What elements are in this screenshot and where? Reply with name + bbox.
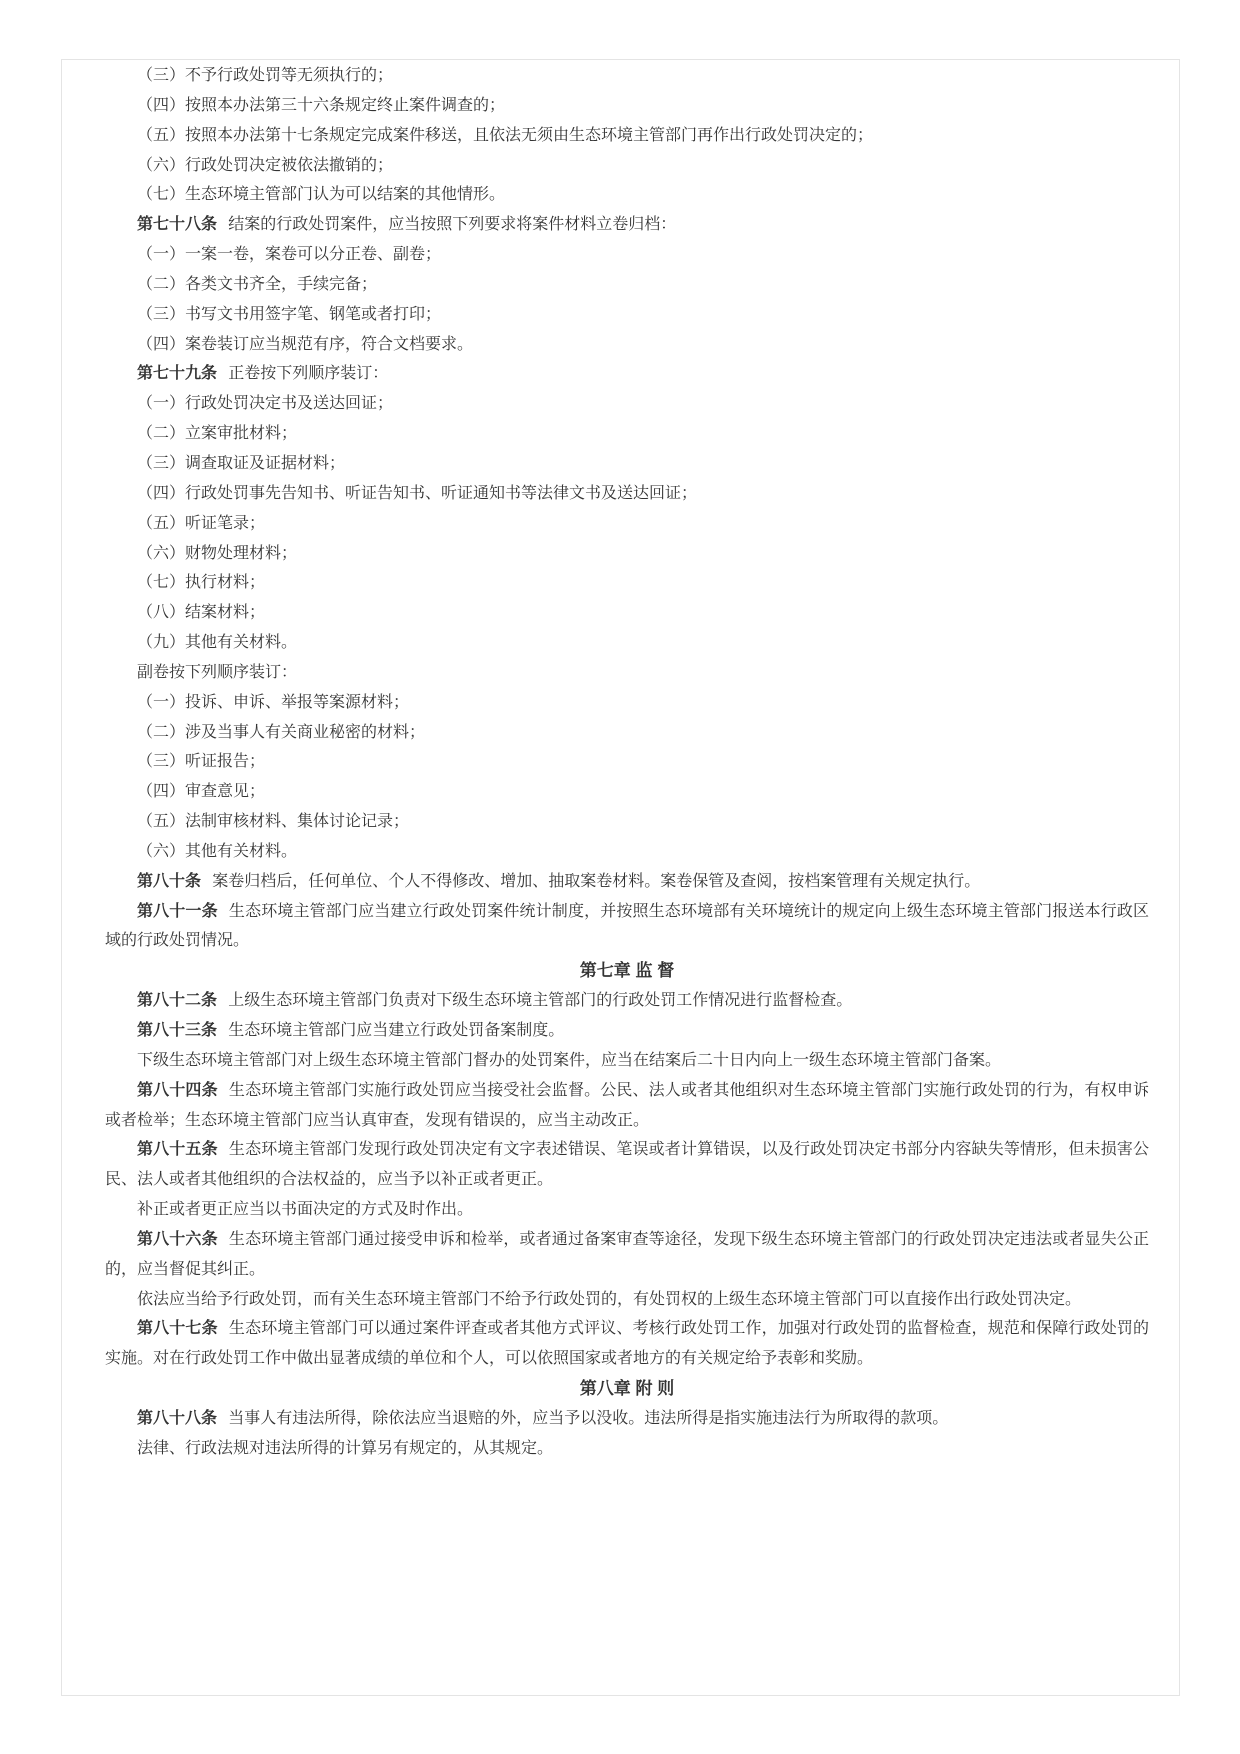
paragraph-text: （一）一案一卷，案卷可以分正卷、副卷； [137,246,442,264]
chapter-heading [105,956,1149,986]
paragraph [105,151,1149,181]
paragraph-text: （一）行政处罚决定书及送达回证； [137,395,394,413]
paragraph-text: 生态环境主管部门可以通过案件评查或者其他方式评议、考核行政处罚工作，加强对行政处罚的监督检查，规范和保障行政处罚的实施。对在行政处罚工作中做出显著成绩的单位和个人，可以依照国家或者地方的有关规定给予表彰和奖励。 [105,1320,1149,1368]
article-number: 第七十八条 [137,216,218,234]
paragraph-text: 当事人有违法所得，除依法应当退赔的外，应当予以没收。违法所得是指实施违法行为所取得的款项。 [228,1409,949,1427]
paragraph [105,1285,1149,1315]
paragraph [105,121,1149,151]
paragraph [105,718,1149,748]
paragraph-text: 生态环境主管部门应当建立行政处罚案件统计制度，并按照生态环境部有关环境统计的规定向上级生态环境主管部门报送本行政区域的行政处罚情况。 [105,902,1149,950]
paragraph [105,210,1149,240]
paragraph [105,91,1149,121]
paragraph-text: 补正或者更正应当以书面决定的方式及时作出。 [137,1201,474,1219]
paragraph [105,807,1149,837]
paragraph [105,300,1149,330]
paragraph-text: （五）按照本办法第十七条规定完成案件移送，且依法无须由生态环境主管部门再作出行政处罚决定的； [137,126,874,144]
paragraph [105,777,1149,807]
paragraph-text: 结案的行政处罚案件，应当按照下列要求将案件材料立卷归档： [228,216,677,234]
article-number: 第八十五条 [137,1141,218,1159]
paragraph-text: （七）执行材料； [137,574,266,592]
paragraph-text: 副卷按下列顺序装订： [137,663,298,681]
article-number: 第八十四条 [137,1081,218,1099]
paragraph [105,1046,1149,1076]
paragraph-text: （四）行政处罚事先告知书、听证告知书、听证通知书等法律文书及送达回证； [137,484,698,502]
paragraph-text: （三）不予行政处罚等无须执行的； [137,67,394,84]
paragraph [105,240,1149,270]
paragraph [105,1225,1149,1285]
paragraph [105,628,1149,658]
document-body [62,60,1179,1464]
paragraph [105,1076,1149,1136]
paragraph [105,658,1149,688]
paragraph-text: 生态环境主管部门实施行政处罚应当接受社会监督。公民、法人或者其他组织对生态环境主管部门实施行政处罚的行为，有权申诉或者检举；生态环境主管部门应当认真审查，发现有错误的，应当主动改正。 [105,1081,1149,1129]
chapter-heading [105,1374,1149,1404]
paragraph-text: （一）投诉、申诉、举报等案源材料； [137,693,410,711]
paragraph [105,1434,1149,1464]
paragraph-text: 第七章 监 督 [579,961,675,981]
paragraph-text: （三）调查取证及证据材料； [137,454,346,472]
paragraph-text: （二）立案审批材料； [137,425,298,443]
paragraph [105,568,1149,598]
paragraph-text: （六）其他有关材料。 [137,842,298,860]
paragraph [105,688,1149,718]
paragraph [105,1314,1149,1374]
article-number: 第八十六条 [137,1230,218,1248]
article-number: 第八十八条 [137,1409,218,1427]
paragraph-text: 正卷按下列顺序装订： [228,365,389,383]
paragraph [105,359,1149,389]
paragraph [105,449,1149,479]
paragraph [105,837,1149,867]
paragraph [105,986,1149,1016]
article-number: 第八十二条 [137,992,218,1010]
paragraph-text: 第八章 附 则 [579,1379,675,1399]
paragraph-text: （三）听证报告； [137,753,266,771]
paragraph-text: 上级生态环境主管部门负责对下级生态环境主管部门的行政处罚工作情况进行监督检查。 [228,992,853,1010]
paragraph-text: （八）结案材料； [137,604,266,622]
paragraph [105,1195,1149,1225]
paragraph-text: 依法应当给予行政处罚，而有关生态环境主管部门不给予行政处罚的，有处罚权的上级生态环境主管部门可以直接作出行政处罚决定。 [137,1290,1082,1308]
article-number: 第八十一条 [137,902,218,920]
paragraph-text: 生态环境主管部门应当建立行政处罚备案制度。 [228,1022,565,1039]
paragraph [105,1404,1149,1434]
paragraph-text: 案卷归档后，任何单位、个人不得修改、增加、抽取案卷材料。案卷保管及查阅，按档案管理有关规定执行。 [212,872,981,890]
paragraph-text: （二）各类文书齐全，手续完备； [137,275,378,293]
paragraph [105,897,1149,957]
paragraph [105,539,1149,569]
article-number: 第八十条 [137,872,202,890]
paragraph-text: 生态环境主管部门通过接受申诉和检举，或者通过备案审查等途径，发现下级生态环境主管部门的行政处罚决定违法或者显失公正的，应当督促其纠正。 [105,1230,1149,1278]
paragraph [105,180,1149,210]
paragraph-text: （六）行政处罚决定被依法撤销的； [137,156,394,174]
article-number: 第八十七条 [137,1320,218,1338]
paragraph-text: 法律、行政法规对违法所得的计算另有规定的，从其规定。 [137,1439,554,1457]
article-number: 第七十九条 [137,365,218,383]
paragraph [105,598,1149,628]
document-page [61,59,1180,1696]
paragraph [105,330,1149,360]
paragraph-text: 下级生态环境主管部门对上级生态环境主管部门督办的处罚案件，应当在结案后二十日内向上一级生态环境主管部门备案。 [137,1051,1002,1069]
paragraph [105,479,1149,509]
paragraph [105,1135,1149,1195]
paragraph-text: （二）涉及当事人有关商业秘密的材料； [137,723,426,741]
paragraph [105,867,1149,897]
paragraph-text: 生态环境主管部门发现行政处罚决定有文字表述错误、笔误或者计算错误，以及行政处罚决定书部分内容缺失等情形，但未损害公民、法人或者其他组织的合法权益的，应当予以补正或者更正。 [105,1141,1149,1189]
paragraph-text: （三）书写文书用签字笔、钢笔或者打印； [137,305,442,323]
paragraph-text: （六）财物处理材料； [137,544,298,562]
article-number: 第八十三条 [137,1022,218,1039]
paragraph-text: （五）听证笔录； [137,514,266,532]
paragraph-text: （五）法制审核材料、集体讨论记录； [137,813,410,831]
paragraph [105,747,1149,777]
paragraph [105,389,1149,419]
paragraph [105,509,1149,539]
paragraph [105,1016,1149,1046]
paragraph-text: （七）生态环境主管部门认为可以结案的其他情形。 [137,186,506,204]
paragraph-text: （四）审查意见； [137,783,266,801]
paragraph [105,270,1149,300]
paragraph-text: （四）案卷装订应当规范有序，符合文档要求。 [137,335,474,353]
paragraph-text: （四）按照本办法第三十六条规定终止案件调查的； [137,96,506,114]
paragraph [105,61,1149,91]
paragraph-text: （九）其他有关材料。 [137,634,298,652]
paragraph [105,419,1149,449]
